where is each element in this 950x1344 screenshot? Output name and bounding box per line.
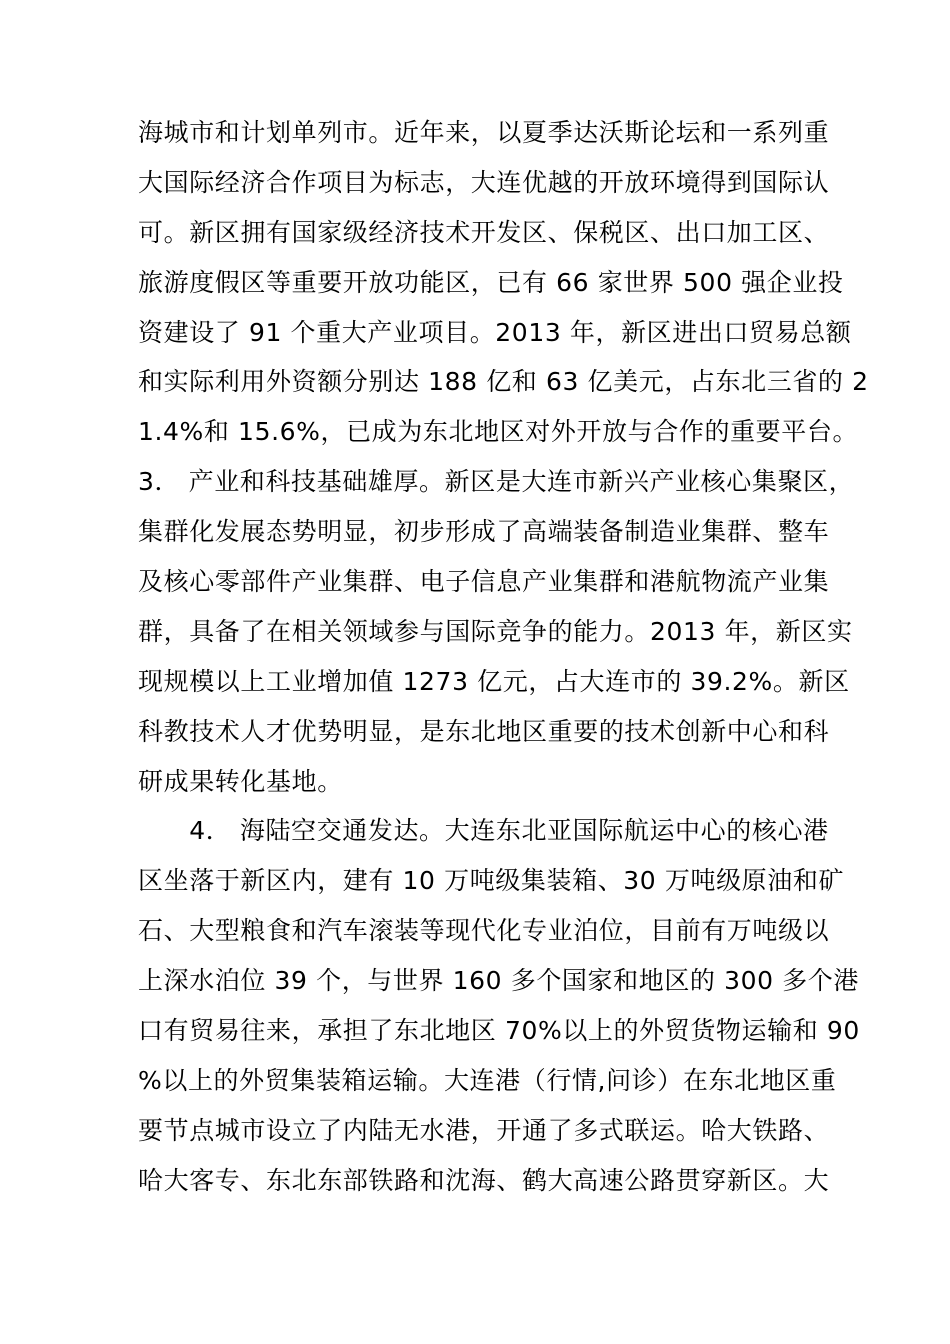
text-line: 石、大型粮食和汽车滚装等现代化专业泊位，目前有万吨级以 — [138, 916, 830, 946]
body-text — [138, 108, 869, 1206]
text-line: 大国际经济合作项目为标志，大连优越的开放环境得到国际认 — [138, 167, 830, 197]
text-line: 研成果转化基地。 — [138, 766, 343, 796]
text-line: 旅游度假区等重要开放功能区，已有 66 家世界 500 强企业投 — [138, 267, 844, 297]
text-line: 哈大客专、东北东部铁路和沈海、鹤大高速公路贯穿新区。大 — [138, 1165, 830, 1195]
text-line: 区坐落于新区内，建有 10 万吨级集装箱、30 万吨级原油和矿 — [138, 866, 845, 896]
text-line: 集群化发展态势明显，初步形成了高端装备制造业集群、整车 — [138, 517, 830, 547]
text-line: 科教技术人才优势明显，是东北地区重要的技术创新中心和科 — [138, 716, 830, 746]
text-line: 群，具备了在相关领域参与国际竞争的能力。2013 年，新区实 — [138, 616, 853, 646]
text-line: 上深水泊位 39 个，与世界 160 多个国家和地区的 300 多个港 — [138, 966, 859, 996]
text-line: 资建设了 91 个重大产业项目。2013 年，新区进出口贸易总额 — [138, 317, 852, 347]
text-line: 海城市和计划单列市。近年来，以夏季达沃斯论坛和一系列重 — [138, 118, 830, 147]
text-line: 要节点城市设立了内陆无水港，开通了多式联运。哈大铁路、 — [138, 1115, 830, 1145]
text-line: 可。新区拥有国家级经济技术开发区、保税区、出口加工区、 — [138, 217, 830, 247]
text-line: 1.4%和 15.6%，已成为东北地区对外开放与合作的重要平台。 — [138, 417, 859, 447]
text-line: 口有贸易往来，承担了东北地区 70%以上的外贸货物运输和 90 — [138, 1016, 860, 1046]
text-line: 及核心零部件产业集群、电子信息产业集群和港航物流产业集 — [138, 567, 830, 597]
text-line: %以上的外贸集装箱运输。大连港（行情,问诊）在东北地区重 — [138, 1065, 837, 1095]
text-line: 和实际利用外资额分别达 188 亿和 63 亿美元，占东北三省的 2 — [138, 367, 869, 397]
text-line: 现规模以上工业增加值 1273 亿元，占大连市的 39.2%。新区 — [138, 666, 850, 696]
section-heading-line: 3． 产业和科技基础雄厚。新区是大连市新兴产业核心集聚区， — [138, 467, 855, 497]
section-heading-line: 4． 海陆空交通发达。大连东北亚国际航运中心的核心港 — [138, 816, 829, 846]
